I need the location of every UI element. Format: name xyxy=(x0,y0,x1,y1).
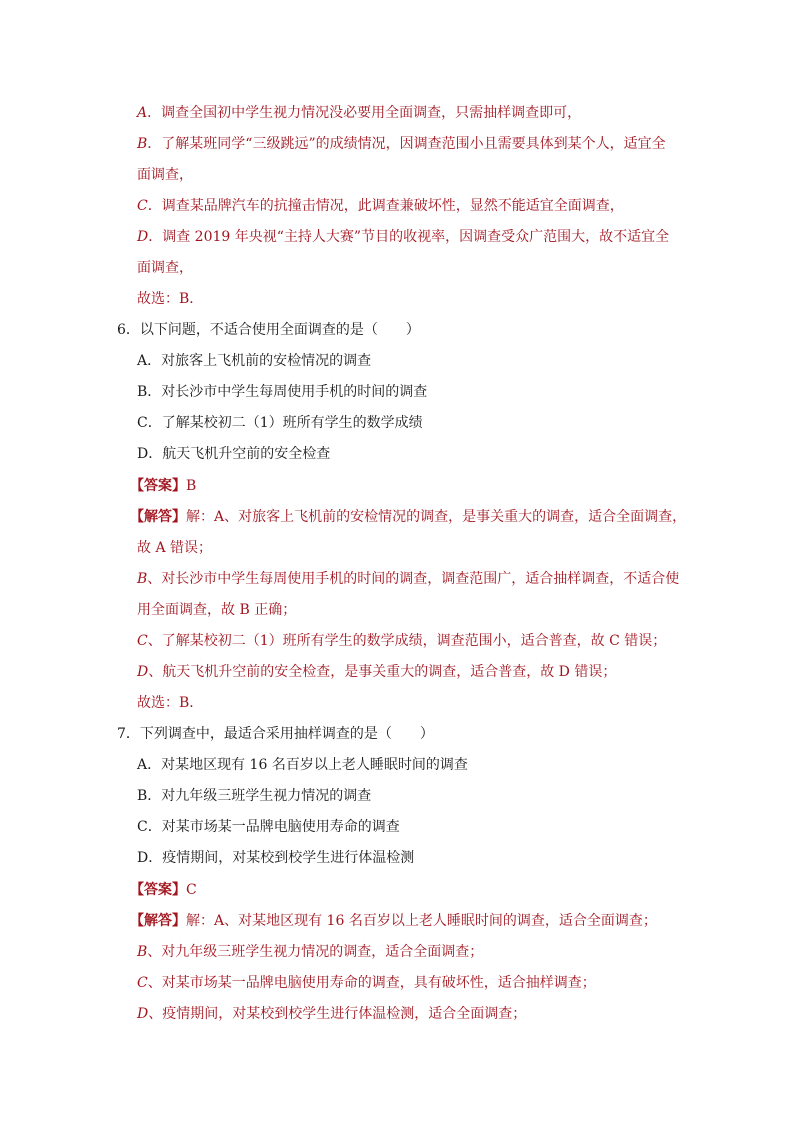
q6-solution-line-3: B、对长沙市中学生每周使用手机的时间的调查，调查范围广，适合抽样调查，不适合使 xyxy=(137,571,680,587)
q7-option-d: D．疫情期间，对某校到校学生进行体温检测 xyxy=(137,850,415,866)
q6-solution-line-4: 用全面调查，故 B 正确； xyxy=(137,602,297,618)
q7-option-c: C．对某市场某一品牌电脑使用寿命的调查 xyxy=(137,819,400,835)
q7-solution-line-4: D、疫情期间，对某校到校学生进行体温检测，适合全面调查； xyxy=(137,1006,527,1022)
q6-solution-line-1: 【解答】解：A、对旅客上飞机前的安检情况的调查，是事关重大的调查，适合全面调查， xyxy=(130,509,687,525)
prev-line-c: C．调查某品牌汽车的抗撞击情况，此调查兼破坏性，显然不能适宜全面调查， xyxy=(137,198,624,214)
prev-line-a: A．调查全国初中学生视力情况没必要用全面调查，只需抽样调查即可， xyxy=(137,105,582,121)
q7-solution-line-1: 【解答】解：A、对某地区现有 16 名百岁以上老人睡眠时间的调查，适合全面调查； xyxy=(130,913,657,929)
q6-option-a: A．对旅客上飞机前的安检情况的调查 xyxy=(137,353,372,369)
q7-answer xyxy=(130,880,197,900)
solution-tag: 【解答】 xyxy=(130,509,186,525)
prev-line-d-cont: 面调查， xyxy=(137,260,193,276)
answer-value: B xyxy=(186,478,197,494)
answer-tag: 【答案】 xyxy=(130,882,186,898)
q6-option-c: C．了解某校初二（1）班所有学生的数学成绩 xyxy=(137,415,423,431)
q7-stem: 7．下列调查中，最适合采用抽样调查的是（ ） xyxy=(117,726,434,742)
q6-conclusion: 故选：B． xyxy=(137,695,204,711)
answer-value: C xyxy=(186,882,197,898)
prev-line-b: B．了解某班同学“三级跳远”的成绩情况，因调查范围小且需要具体到某个人，适宜全 xyxy=(137,136,666,152)
q6-answer xyxy=(130,476,196,496)
q6-stem: 6．以下问题，不适合使用全面调查的是（ ） xyxy=(117,322,420,338)
solution-tag: 【解答】 xyxy=(130,913,186,929)
q7-option-b: B．对九年级三班学生视力情况的调查 xyxy=(137,788,372,804)
q6-option-d: D．航天飞机升空前的安全检查 xyxy=(137,446,331,462)
prev-conclusion: 故选：B． xyxy=(137,291,204,307)
q6-solution-line-5: C、了解某校初二（1）班所有学生的数学成绩，调查范围小，适合普查，故 C 错误； xyxy=(137,633,667,649)
prev-line-b-cont: 面调查， xyxy=(137,167,193,183)
q7-solution-line-2: B、对九年级三班学生视力情况的调查，适合全面调查； xyxy=(137,944,484,960)
q6-solution-line-6: D、航天飞机升空前的安全检查，是事关重大的调查，适合普查，故 D 错误； xyxy=(137,664,617,680)
q6-solution-line-2: 故 A 错误； xyxy=(137,540,213,556)
q7-option-a: A．对某地区现有 16 名百岁以上老人睡眠时间的调查 xyxy=(137,757,468,773)
answer-tag: 【答案】 xyxy=(130,478,186,494)
q7-solution-line-3: C、对某市场某一品牌电脑使用寿命的调查，具有破坏性，适合抽样调查； xyxy=(137,975,596,991)
q6-option-b: B．对长沙市中学生每周使用手机的时间的调查 xyxy=(137,384,428,400)
prev-line-d: D．调查 2019 年央视“主持人大赛”节目的收视率，因调查受众广范围大，故不适宜全 xyxy=(137,229,670,245)
